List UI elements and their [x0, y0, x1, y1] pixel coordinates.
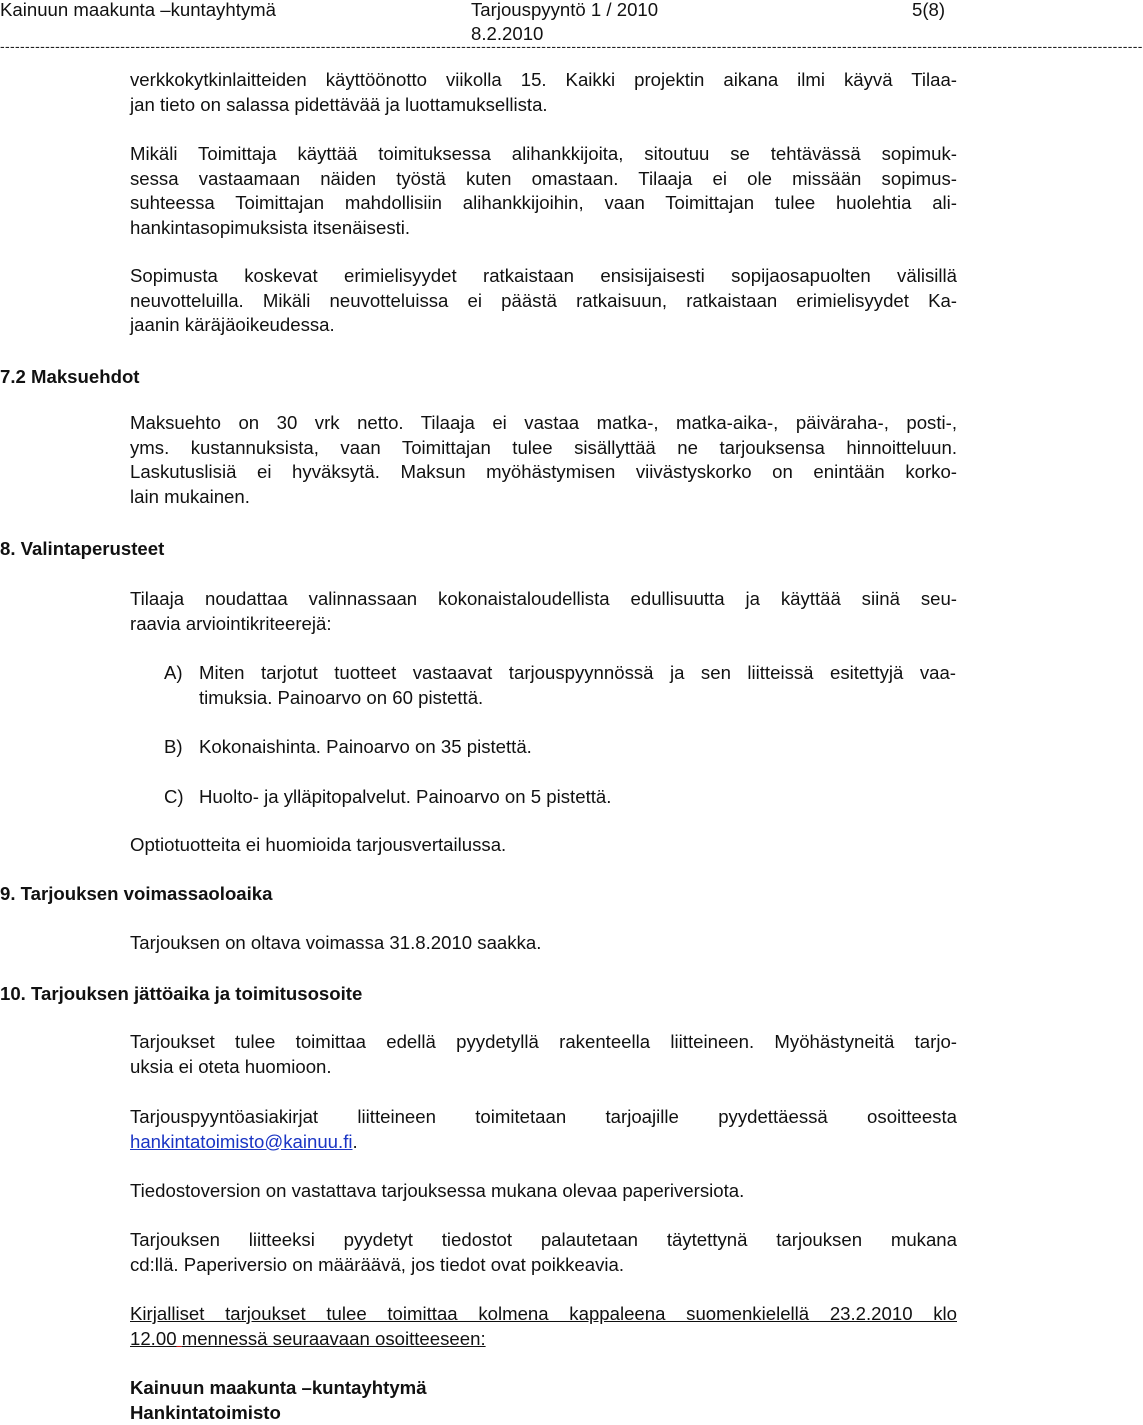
heading-payment-terms: 7.2 Maksuehdot: [0, 365, 140, 390]
text-line: verkkokytkinlaitteiden käyttöönotto viikolla 15. Kaikki projektin aikana ilmi käyvä Tilaa-: [130, 68, 957, 93]
paragraph-payment-terms: [130, 411, 957, 509]
criteria-label: B): [164, 735, 199, 760]
text-line: Tarjoukset tulee toimittaa edellä pyydetyllä rakenteella liitteineen. Myöhästyneitä tarjo-: [130, 1030, 957, 1055]
text-line: uksia ei oteta huomioon.: [130, 1055, 957, 1080]
text-line: jan tieto on salassa pidettävää ja luottamuksellista.: [130, 93, 957, 118]
text-line: [130, 1327, 957, 1352]
text-line: sessa vastaamaan näiden työstä kuten omastaan. Tilaaja ei ole missään sopimus-: [130, 167, 957, 192]
header-document-title: Tarjouspyyntö 1 / 2010: [471, 0, 658, 23]
paragraph-file-version: Tiedostoversion on vastattava tarjouksessa mukana olevaa paperiversiota.: [130, 1179, 957, 1204]
text-line: suhteessa Toimittajan mahdollisiin alihankkijoihin, vaan Toimittajan tulee huolehtia ali-: [130, 191, 957, 216]
criteria-item-a: [164, 661, 957, 710]
paragraph-options: Optiotuotteita ei huomioida tarjousvertailussa.: [130, 833, 957, 858]
paragraph-submission-structure: [130, 1030, 957, 1079]
delivery-address: [130, 1376, 957, 1425]
criteria-item-b: [164, 735, 532, 760]
text-line: cd:llä. Paperiversio on määräävä, jos tiedot ovat poikkeavia.: [130, 1253, 957, 1278]
criteria-text: Huolto- ja ylläpitopalvelut. Painoarvo on 5 pistettä.: [199, 786, 611, 807]
paragraph-deadline: [130, 1302, 957, 1351]
text-line: raavia arviointikriteerejä:: [130, 612, 957, 637]
criteria-item-c: [164, 785, 611, 810]
text-line: lain mukainen.: [130, 485, 957, 510]
text-line: neuvotteluilla. Mikäli neuvotteluissa ei päästä ratkaisuun, ratkaistaan erimielisyydet Ka-: [130, 289, 957, 314]
text-line: Tarjouksen liitteeksi pyydetyt tiedostot palautetaan täytettynä tarjouksen mukana: [130, 1228, 957, 1253]
deadline-text: mennessä seuraavaan osoitteeseen:: [182, 1328, 486, 1349]
text-line: Tilaaja noudattaa valinnassaan kokonaistaloudellista edullisuutta ja käyttää siinä seu-: [130, 587, 957, 612]
heading-offer-validity: 9. Tarjouksen voimassaoloaika: [0, 882, 273, 907]
text-line: Sopimusta koskevat erimielisyydet ratkaistaan ensisijaisesti sopijaosapuolten välisillä: [130, 264, 957, 289]
text-line: Kirjalliset tarjoukset tulee toimittaa kolmena kappaleena suomenkielellä 23.2.2010 klo: [130, 1302, 957, 1327]
paragraph-selection-intro: [130, 587, 957, 636]
text-line: Maksuehto on 30 vrk netto. Tilaaja ei vastaa matka-, matka-aika-, päiväraha-, posti-,: [130, 411, 957, 436]
heading-selection-criteria: 8. Valintaperusteet: [0, 537, 164, 562]
header-date: 8.2.2010: [471, 22, 543, 47]
address-line: Kainuun maakunta –kuntayhtymä: [130, 1376, 957, 1401]
paragraph-disputes: [130, 264, 957, 338]
punctuation: .: [353, 1131, 358, 1152]
text-line: Mikäli Toimittaja käyttää toimituksessa alihankkijoita, sitoutuu se tehtävässä sopimuk-: [130, 142, 957, 167]
text-line: [130, 1130, 957, 1155]
paragraph-documents-request: [130, 1105, 957, 1154]
text-line: Tarjouspyyntöasiakirjat liitteineen toimitetaan tarjoajille pyydettäessä osoitteesta: [130, 1105, 957, 1130]
text-line: yms. kustannuksista, vaan Toimittajan tulee sisällyttää ne tarjouksensa hinnoitteluun.: [130, 436, 957, 461]
address-line: Hankintatoimisto: [130, 1401, 957, 1425]
deadline-time: 12.00: [130, 1328, 177, 1349]
header-organization: Kainuun maakunta –kuntayhtymä: [0, 0, 276, 23]
paragraph-confidentiality: [130, 68, 957, 117]
text-line: hankintasopimuksista itsenäisesti.: [130, 216, 957, 241]
criteria-text: Miten tarjotut tuotteet vastaavat tarjouspyynnössä ja sen liitteissä esitettyjä vaa-: [199, 661, 956, 686]
paragraph-attachments: [130, 1228, 957, 1277]
heading-submission: 10. Tarjouksen jättöaika ja toimitusosoite: [0, 982, 362, 1007]
criteria-text: timuksia. Painoarvo on 60 pistettä.: [164, 686, 957, 711]
paragraph-validity: Tarjouksen on oltava voimassa 31.8.2010 saakka.: [130, 931, 957, 956]
criteria-text: Kokonaishinta. Painoarvo on 35 pistettä.: [199, 736, 532, 757]
email-link[interactable]: hankintatoimisto@kainuu.fi: [130, 1131, 353, 1152]
header-page-number: 5(8): [912, 0, 945, 23]
criteria-label: C): [164, 785, 199, 810]
text-line: jaanin käräjäoikeudessa.: [130, 313, 957, 338]
header-divider: ------------------------------------------------------------------------------------------------------------------------------------------------------------------------------------------------------------------------------------: [0, 36, 958, 56]
paragraph-subcontractors: [130, 142, 957, 240]
criteria-label: A): [164, 661, 199, 686]
text-line: Laskutuslisiä ei hyväksytä. Maksun myöhästymisen viivästyskorko on enintään korko-: [130, 460, 957, 485]
